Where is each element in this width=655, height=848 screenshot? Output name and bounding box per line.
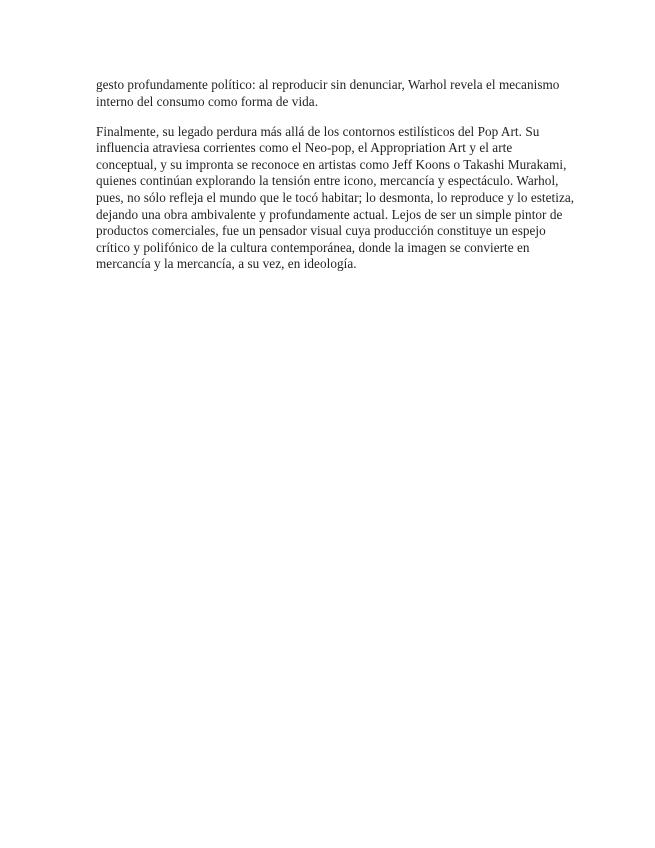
text-line: productos comerciales, fue un pensador visual cuya producción constituye un espejo <box>96 223 546 239</box>
text-line: pues, no sólo refleja el mundo que le tocó habitar; lo desmonta, lo reproduce y lo estetiza, <box>96 189 575 205</box>
text-line: dejando una obra ambivalente y profundamente actual. Lejos de ser un simple pintor de <box>96 206 563 222</box>
paragraph <box>96 124 576 273</box>
text-line: mercancía y la mercancía, a su vez, en ideología. <box>96 256 357 272</box>
paragraph <box>96 77 576 110</box>
text-line: gesto profundamente político: al reproducir sin denunciar, Warhol revela el mecanismo <box>96 77 560 92</box>
text-line: Finalmente, su legado perdura más allá de los contornos estilísticos del Pop Art. Su <box>96 123 540 139</box>
text-line: quienes continúan explorando la tensión entre icono, mercancía y espectáculo. Warhol, <box>96 173 559 189</box>
text-line: interno del consumo como forma de vida. <box>96 93 319 109</box>
text-block <box>96 77 576 273</box>
text-line: influencia atraviesa corrientes como el Neo-pop, el Appropriation Art y el arte <box>96 140 513 156</box>
text-line: conceptual, y su impronta se reconoce en artistas como Jeff Koons o Takashi Murakami, <box>96 156 567 172</box>
text-line: crítico y polifónico de la cultura contemporánea, donde la imagen se convierte en <box>96 239 530 255</box>
